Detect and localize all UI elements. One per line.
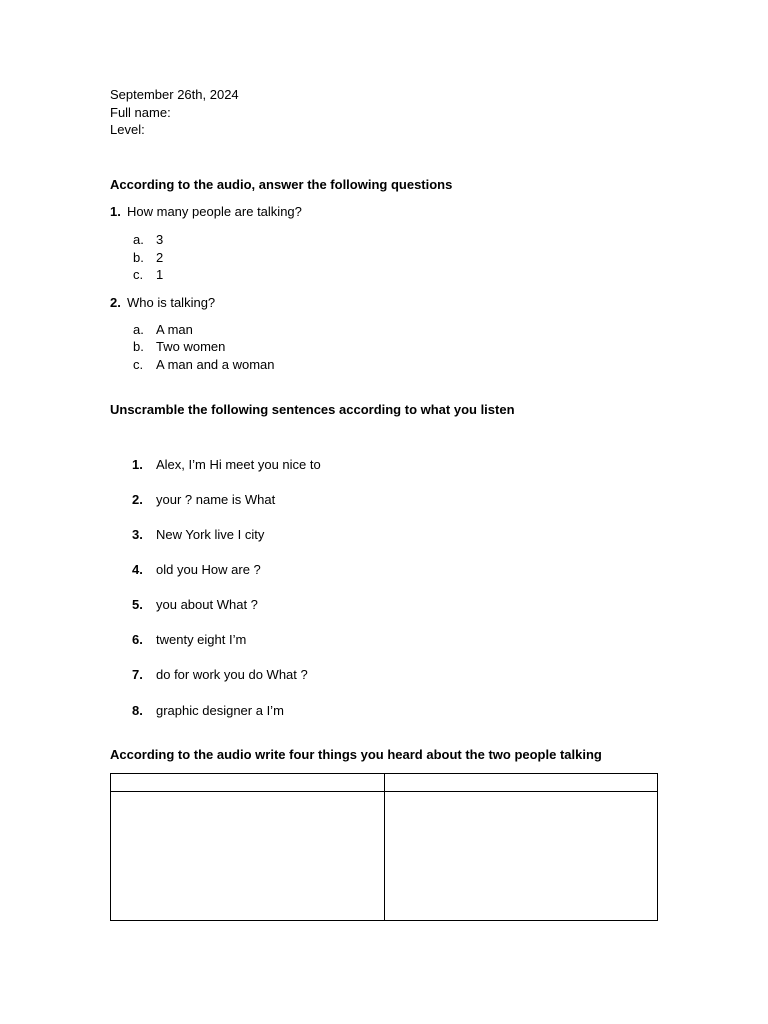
table-header-row bbox=[111, 774, 658, 792]
item-text: you about What ? bbox=[156, 596, 258, 612]
item-text: twenty eight I’m bbox=[156, 631, 247, 647]
question-2 bbox=[110, 294, 658, 311]
item-text: do for work you do What ? bbox=[156, 666, 308, 682]
answer-option bbox=[110, 249, 658, 267]
unscramble-item bbox=[110, 702, 658, 719]
unscramble-item bbox=[110, 631, 658, 648]
item-number: 3. bbox=[132, 526, 143, 542]
section1-title: According to the audio, answer the following questions bbox=[110, 176, 453, 192]
worksheet-page bbox=[110, 86, 658, 921]
option-text: 3 bbox=[156, 232, 164, 247]
unscramble-item bbox=[110, 596, 658, 613]
option-letter: c. bbox=[133, 356, 144, 372]
option-text: Two women bbox=[156, 339, 226, 354]
option-text: 2 bbox=[156, 249, 164, 265]
unscramble-item bbox=[110, 491, 658, 508]
answer-option bbox=[110, 338, 658, 356]
unscramble-item bbox=[110, 526, 658, 543]
question-1 bbox=[110, 203, 658, 220]
section3-title: According to the audio write four things you heard about the two people talking bbox=[110, 746, 602, 762]
answer-table bbox=[110, 773, 658, 921]
table-cell[interactable] bbox=[111, 792, 385, 921]
question-number: 2. bbox=[110, 294, 121, 310]
date-text: September 26th, 2024 bbox=[110, 87, 239, 102]
option-letter: a. bbox=[133, 321, 144, 337]
option-text: 1 bbox=[156, 267, 164, 282]
question-text: How many people are talking? bbox=[127, 204, 302, 219]
unscramble-item bbox=[110, 666, 658, 683]
answer-option bbox=[110, 231, 658, 249]
item-number: 8. bbox=[132, 702, 143, 718]
item-number: 6. bbox=[132, 631, 143, 647]
table-cell[interactable] bbox=[384, 792, 658, 921]
table-row bbox=[111, 792, 658, 921]
level-label: Level: bbox=[110, 122, 145, 137]
section2-title: Unscramble the following sentences according to what you listen bbox=[110, 402, 515, 417]
item-text: your ? name is What bbox=[156, 491, 276, 507]
unscramble-item bbox=[110, 561, 658, 578]
unscramble-item bbox=[110, 456, 658, 473]
question-number: 1. bbox=[110, 204, 121, 219]
answer-option bbox=[110, 356, 658, 374]
option-text: A man bbox=[156, 321, 193, 337]
table-cell[interactable] bbox=[111, 774, 385, 792]
table-cell[interactable] bbox=[384, 774, 658, 792]
item-number: 2. bbox=[132, 491, 143, 507]
option-letter: c. bbox=[133, 267, 144, 282]
question-text: Who is talking? bbox=[127, 294, 216, 310]
option-letter: b. bbox=[133, 339, 144, 354]
item-text: old you How are ? bbox=[156, 561, 261, 577]
item-number: 7. bbox=[132, 666, 143, 682]
answer-option bbox=[110, 266, 658, 284]
full-name-label: Full name: bbox=[110, 104, 171, 120]
item-number: 4. bbox=[132, 561, 143, 577]
option-text: A man and a woman bbox=[156, 356, 275, 372]
item-text: New York live I city bbox=[156, 526, 265, 542]
option-letter: a. bbox=[133, 232, 144, 247]
answer-option bbox=[110, 321, 658, 339]
item-text: graphic designer a I’m bbox=[156, 702, 284, 718]
item-number: 5. bbox=[132, 596, 143, 612]
item-number: 1. bbox=[132, 456, 143, 472]
item-text: Alex, I’m Hi meet you nice to bbox=[156, 456, 321, 472]
option-letter: b. bbox=[133, 249, 144, 265]
